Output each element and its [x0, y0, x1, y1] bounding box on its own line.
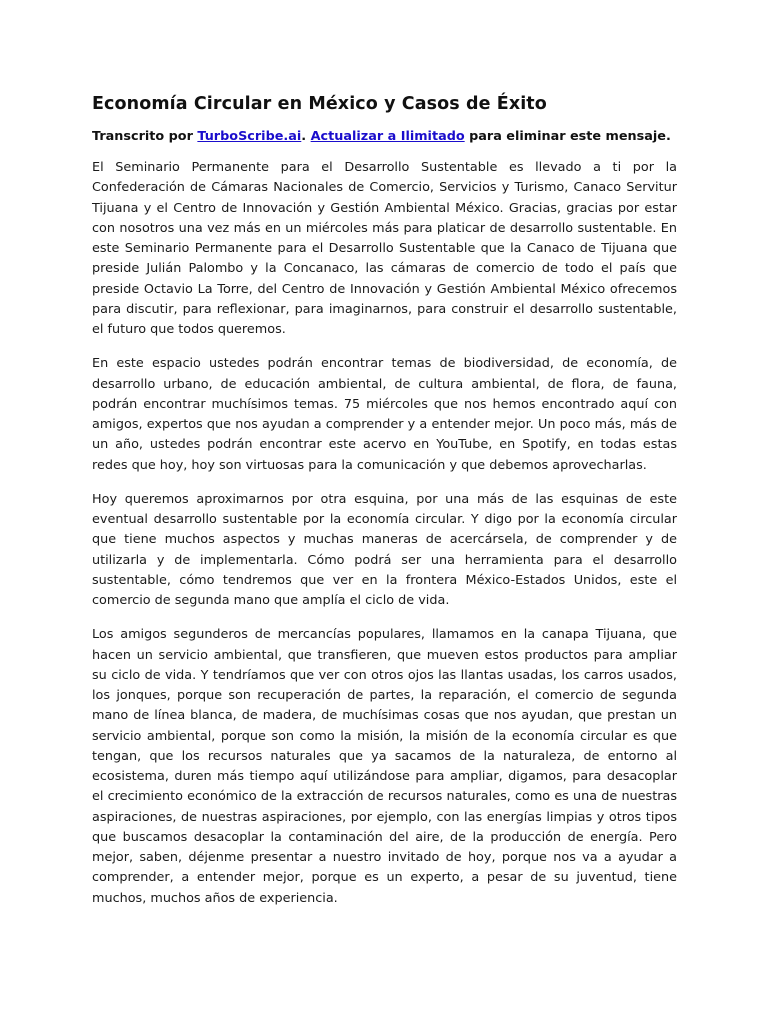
document-body [92, 92, 677, 909]
notice-prefix: Transcrito por [92, 129, 198, 144]
paragraph-2: En este espacio ustedes podrán encontrar temas de biodiversidad, de economía, de desarrollo urbano, de educación ambiental, de cultura ambiental, de flora, de fauna, podrán encontrar muchísimos temas. 75 miércoles que nos hemos encontrado aquí con amigos, expertos que nos ayudan a comprender y a entender mejor. Un poco más, más de un año, ustedes podrán encontrar este acervo en YouTube, en Spotify, en todas estas redes que hoy, hoy son virtuosas para la comunicación y que debemos aprovecharlas. [92, 356, 677, 473]
upgrade-unlimited-link[interactable]: Actualizar a Ilimitado [310, 129, 465, 144]
turboscribe-link[interactable]: TurboScribe.ai [197, 129, 302, 144]
paragraph-1: El Seminario Permanente para el Desarrollo Sustentable es llevado a ti por la Confederación de Cámaras Nacionales de Comercio, Servicios y Turismo, Canaco Servitur Tijuana y el Centro de Innovación y Gestión Ambiental México. Gracias, gracias por estar con nosotros una vez más en un miércoles más para platicar de desarrollo sustentable. En este Seminario Permanente para el Desarrollo Sustentable que la Canaco de Tijuana que preside Julián Palombo y la Concanaco, las cámaras de comercio de todo el país que preside Octavio La Torre, del Centro de Innovación y Gestión Ambiental México ofrecemos para discutir, para reflexionar, para imaginarnos, para construir el desarrollo sustentable, el futuro que todos queremos. [92, 160, 677, 337]
paragraph-3: Hoy queremos aproximarnos por otra esquina, por una más de las esquinas de este eventual desarrollo sustentable por la economía circular. Y digo por la economía circular que tiene muchos aspectos y muchas maneras de acercársela, de comprender y de utilizarla y de implementarla. Cómo podrá ser una herramienta para el desarrollo sustentable, cómo tendremos que ver en la frontera México-Estados Unidos, este el comercio de segunda mano que amplía el ciclo de vida. [92, 491, 677, 608]
paragraph-4: Los amigos segunderos de mercancías populares, llamamos en la canapa Tijuana, que hacen un servicio ambiental, que transfieren, que mueven estos productos para ampliar su ciclo de vida. Y tendríamos que ver con otros ojos las llantas usadas, los carros usados, los jonques, porque son recuperación de partes, la reparación, el comercio de segunda mano de línea blanca, de madera, de muchísimas cosas que nos ayudan, que prestan un servicio ambiental, porque son como la misión, la misión de la economía circular es que tengan, que los recursos naturales que ya sacamos de la naturaleza, de entorno al ecosistema, duren más tiempo aquí utilizándose para ampliar, digamos, para desacoplar el crecimiento económico de la extracción de recursos naturales, como es una de nuestras aspiraciones, de nuestras aspiraciones, por ejemplo, con las energías limpias y otros tipos que buscamos desacoplar la contaminación del aire, de la producción de energía. Pero mejor, saben, déjenme presentar a nuestro invitado de hoy, porque nos va a ayudar a comprender, a entender mejor, porque es un experto, a pesar de su juventud, tiene muchos, muchos años de experiencia. [92, 627, 677, 906]
notice-suffix: para eliminar este mensaje. [464, 129, 671, 144]
transcription-notice [92, 128, 677, 145]
notice-separator: . [301, 129, 311, 144]
document-title: Economía Circular en México y Casos de Éxito [92, 94, 547, 114]
